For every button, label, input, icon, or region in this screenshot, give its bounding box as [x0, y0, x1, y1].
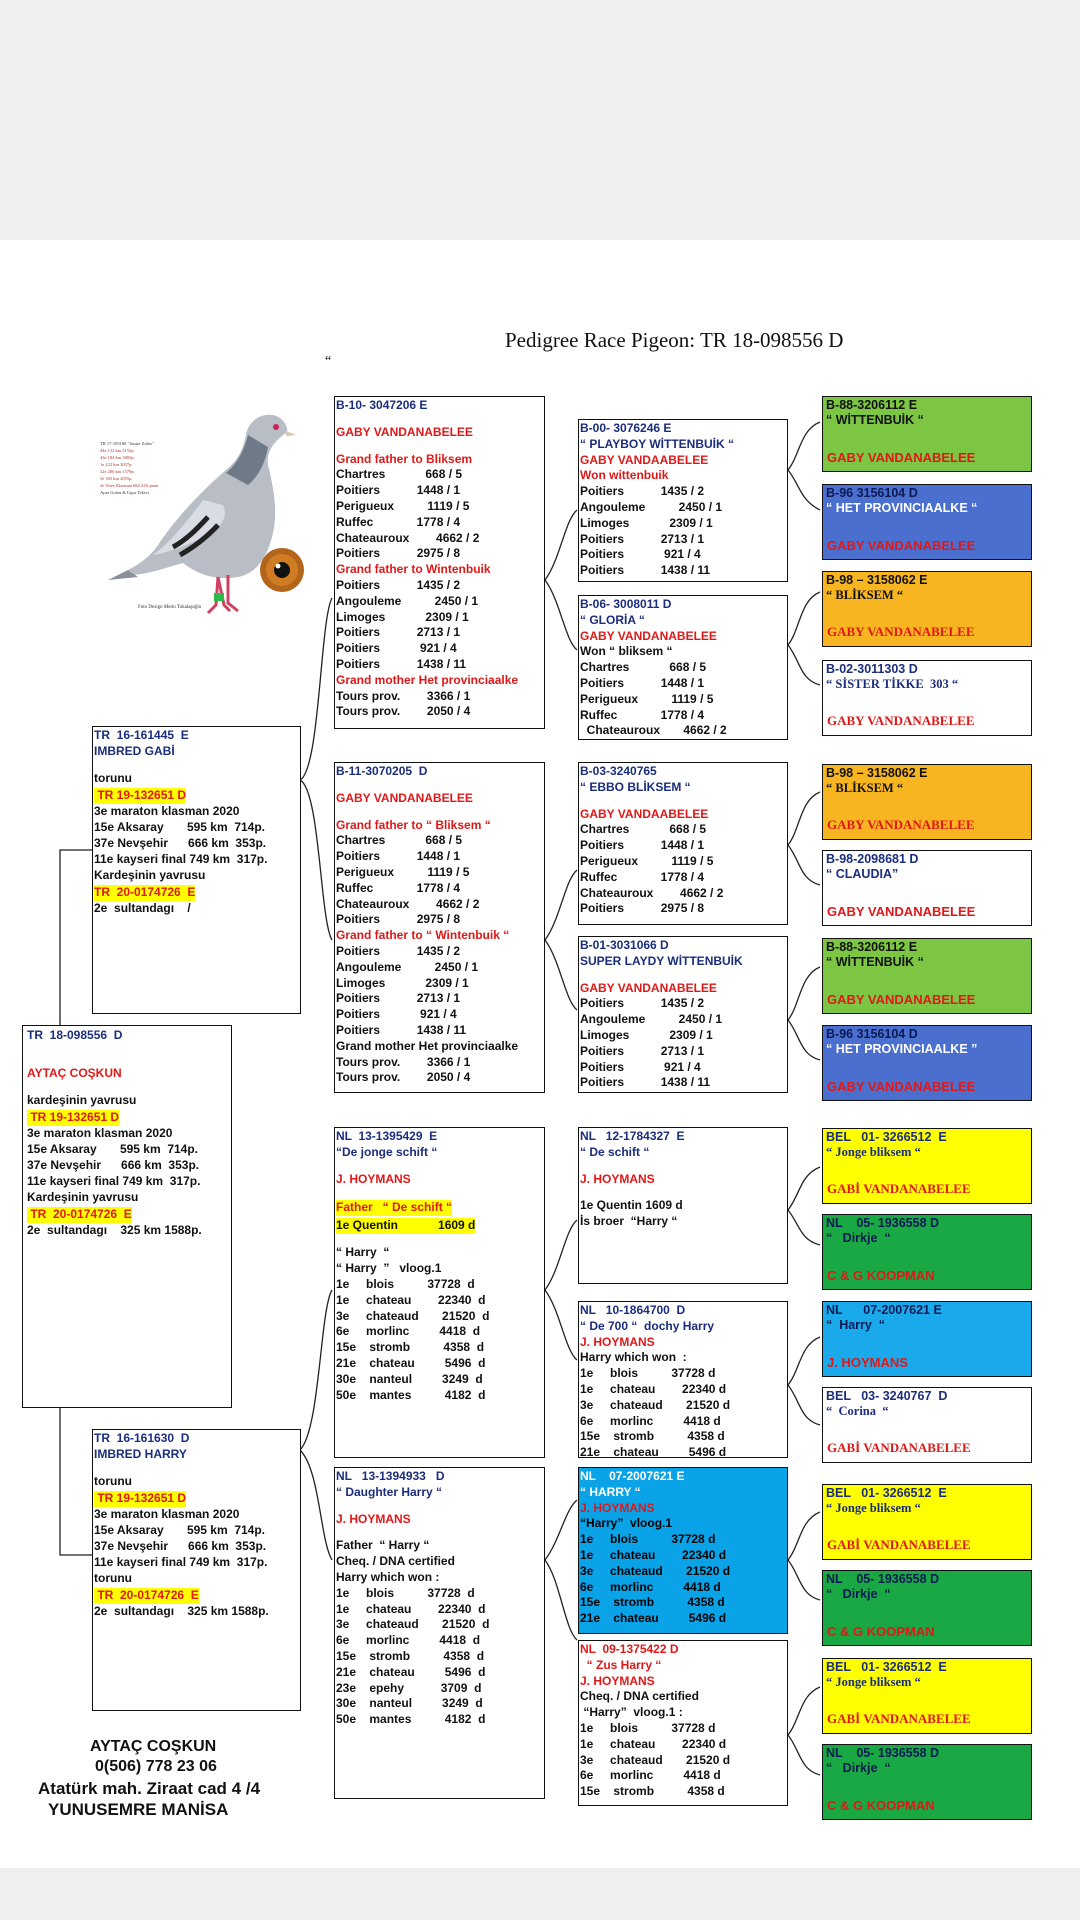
pedigree-line: 6e morlinc 4418 d [580, 1579, 721, 1594]
pedigree-line: Chateauroux 4662 / 2 [336, 530, 480, 545]
pedigree-line: Limoges 2309 / 1 [336, 609, 469, 624]
pedigree-line: 11e kayseri final 749 km 317p. [94, 1554, 268, 1569]
ancestor-box [822, 1744, 1032, 1820]
dam-box [92, 1429, 301, 1711]
pedigree-line: Tours prov. 2050 / 4 [336, 704, 471, 719]
photo-inset-line: TR 17-105188 "Junior Zulus" [100, 441, 154, 446]
pedigree-line: Poitiers 2975 / 8 [580, 901, 705, 916]
photo-inset-line: 2e Vitez Klasman 684 AOi puan [100, 483, 159, 488]
ancestor-ring: B-88-3206112 E [826, 940, 918, 954]
pedigree-line: GABY VANDANABELEE [336, 790, 473, 805]
pedigree-line: Poitiers 1435 / 2 [580, 996, 705, 1011]
ancestor-box [822, 1484, 1032, 1560]
pedigree-line: NL 10-1864700 D [580, 1303, 686, 1317]
pedigree-line: 11e kayseri final 749 km 317p. [27, 1173, 201, 1188]
pedigree-line: Ruffec 1778 / 4 [580, 707, 705, 722]
pedigree-line: Won wittenbuik [580, 468, 669, 483]
pedigree-line: TR 18-098556 D [27, 1028, 123, 1042]
pedigree-line: “ De schift “ [580, 1144, 650, 1159]
pedigree-line: GABY VANDAABELEE [580, 452, 709, 467]
ancestor-ring: BEL 01- 3266512 E [826, 1486, 947, 1500]
pedigree-line: kardeşinin yavrusu [27, 1092, 137, 1107]
pedigree-line: 15e stromb 4358 d [580, 1429, 725, 1444]
great-grandparent-box-7 [578, 1467, 788, 1634]
pedigree-line: J. HOYMANS [580, 1500, 655, 1515]
pedigree-line: AYTAÇ COŞKUN [27, 1065, 122, 1080]
pedigree-line: Chateauroux 4662 / 2 [580, 723, 727, 738]
owner-phone: 0(506) 778 23 06 [95, 1758, 217, 1775]
ancestor-ring: B-98-2098681 D [826, 852, 919, 866]
pedigree-line: NL 13-1394933 D [336, 1469, 445, 1483]
owner-name: AYTAÇ COŞKUN [90, 1738, 217, 1755]
ancestor-box [822, 660, 1032, 736]
owner-address-line-1: Atatürk mah. Ziraat cad 4 /4 [38, 1779, 261, 1798]
ancestor-box [822, 1570, 1032, 1646]
pedigree-line: Angouleme 2450 / 1 [580, 1012, 723, 1027]
pedigree-line: Poitiers 1438 / 11 [580, 563, 711, 578]
pedigree-line [580, 1187, 786, 1198]
pedigree-line: Limoges 2309 / 1 [336, 975, 469, 990]
ancestor-box [822, 1025, 1032, 1101]
pedigree-line: torunu [94, 1570, 132, 1585]
grandparent-box-1 [334, 396, 545, 729]
ancestor-breeder: GABY VANDANABELEE [827, 624, 975, 639]
pedigree-line: TR 20-0174726 E [94, 1588, 199, 1603]
pedigree-line [94, 1463, 299, 1474]
pedigree-line: NL 13-1395429 E [336, 1129, 438, 1143]
pedigree-line: Poitiers 921 / 4 [580, 1059, 701, 1074]
pedigree-line: NL 12-1784327 E [580, 1129, 685, 1143]
pedigree-line: 21e chateau 5496 d [580, 1445, 727, 1458]
ancestor-breeder: C & G KOOPMAN [827, 1624, 935, 1639]
ancestor-name: “ Dirkje “ [826, 1231, 891, 1245]
pedigree-line: Chateauroux 4662 / 2 [580, 885, 724, 900]
pedigree-line: Poitiers 1438 / 11 [336, 656, 467, 671]
pedigree-line: 15e stromb 4358 d [580, 1595, 725, 1610]
pedigree-line: Cheq. / DNA certified [336, 1554, 455, 1569]
pedigree-line: 3e maraton klasman 2020 [94, 1507, 240, 1522]
pedigree-line [336, 780, 543, 791]
ancestor-box [822, 1658, 1032, 1734]
pedigree-line: Perigueux 1119 / 5 [580, 853, 714, 868]
pedigree-line: 1e chateau 22340 d [580, 1736, 727, 1751]
great-grandparent-box-8 [578, 1640, 788, 1806]
pedigree-line: Angouleme 2450 / 1 [336, 959, 479, 974]
pedigree-line: 3e chateaud 21520 d [580, 1752, 731, 1767]
ancestor-ring: B-88-3206112 E [826, 398, 918, 412]
pedigree-line: Perigueux 1119 / 5 [336, 498, 470, 513]
pigeon-image [98, 405, 318, 630]
pedigree-line: J. HOYMANS [580, 1334, 655, 1349]
pedigree-line [336, 1161, 543, 1172]
pedigree-line [336, 807, 543, 818]
great-grandparent-box-5 [578, 1127, 788, 1284]
pedigree-line: Chartres 668 / 5 [336, 833, 463, 848]
pedigree-line: Perigueux 1119 / 5 [580, 691, 714, 706]
grandparent-box-2 [334, 762, 545, 1093]
pedigree-line: “ GLORİA “ [580, 612, 645, 627]
pedigree-line: GABY VANDANABELEE [580, 980, 717, 995]
ancestor-box [822, 1387, 1032, 1463]
ancestor-name: “ WİTTENBUİK “ [826, 955, 924, 969]
owner-address-line-2: YUNUSEMRE MANİSA [48, 1800, 229, 1819]
ancestor-name: “ Jonge bliksem “ [826, 1145, 921, 1159]
ancestor-breeder: GABY VANDANABELEE [827, 1079, 976, 1094]
pedigree-line [94, 760, 299, 771]
ancestor-breeder: J. HOYMANS [827, 1355, 908, 1370]
photo-inset-line: 44e 132 km 5152p. [100, 448, 135, 453]
ancestor-ring: B-96 3156104 D [826, 1027, 918, 1041]
ancestor-ring: B-98 – 3158062 E [826, 766, 928, 780]
pedigree-line: Chartres 668 / 5 [580, 660, 707, 675]
ancestor-breeder: GABİ VANDANABELEE [827, 1181, 971, 1196]
great-grandparent-box-3 [578, 762, 788, 925]
pedigree-line: Kardeşinin yavrusu [94, 867, 206, 882]
pedigree-line: NL 09-1375422 D [580, 1642, 679, 1656]
ancestor-name: “ Dirkje “ [826, 1761, 891, 1775]
ancestor-box [822, 1301, 1032, 1377]
pedigree-line: Ruffec 1778 / 4 [580, 869, 705, 884]
pedigree-line: TR 19-132651 D [27, 1110, 120, 1125]
pedigree-line: Tours prov. 3366 / 1 [336, 1054, 471, 1069]
ancestor-box [822, 850, 1032, 926]
pedigree-line: 21e chateau 5496 d [580, 1611, 727, 1626]
pedigree-line: Poitiers 1438 / 11 [580, 1075, 711, 1090]
pedigree-line: B-06- 3008011 D [580, 597, 672, 611]
pedigree-line: Won “ bliksem “ [580, 644, 673, 659]
pedigree-line: Poitiers 2713 / 1 [336, 625, 461, 640]
ancestor-breeder: GABİ VANDANABELEE [827, 1537, 971, 1552]
pedigree-line: Poitiers 1435 / 2 [580, 484, 705, 499]
great-grandparent-box-4 [578, 936, 788, 1093]
pedigree-line [580, 970, 786, 981]
pedigree-line: TR 20-0174726 E [94, 885, 196, 900]
pedigree-line: B-03-3240765 [580, 764, 657, 778]
ancestor-ring: NL 05- 1936558 D [826, 1572, 940, 1586]
ancestor-breeder: GABY VANDANABELEE [827, 992, 976, 1007]
pedigree-line: Poitiers 921 / 4 [336, 1007, 457, 1022]
pedigree-line: Ruffec 1778 / 4 [336, 880, 461, 895]
pedigree-line: “ Zus Harry “ [580, 1657, 662, 1672]
pedigree-line: 1e blois 37728 d [580, 1532, 716, 1547]
ancestor-ring: NL 05- 1936558 D [826, 1216, 940, 1230]
pedigree-line: B-10- 3047206 E [336, 398, 428, 412]
pedigree-line: Poitiers 2975 / 8 [336, 912, 461, 927]
pedigree-line: 1e chateau 22340 d [580, 1381, 727, 1396]
pedigree-line: Poitiers 2975 / 8 [336, 546, 461, 561]
pedigree-line: 1e chateau 22340 d [580, 1547, 727, 1562]
pigeon-photo [98, 405, 318, 630]
pedigree-line: 2e sultandagı 325 km 1588p. [94, 1604, 269, 1619]
pedigree-line: GABY VANDAABELEE [580, 806, 709, 821]
great-grandparent-box-6 [578, 1301, 788, 1458]
pedigree-line: 21e chateau 5496 d [336, 1355, 486, 1370]
pedigree-line: Harry which won : [580, 1350, 687, 1365]
pedigree-line: Grand mother Het provinciaalke [336, 1038, 519, 1053]
pedigree-line: “De jonge schift “ [336, 1144, 438, 1159]
pedigree-line: Harry which won : [336, 1569, 440, 1584]
stray-quote-mark: “ [325, 354, 332, 369]
pedigree-line: Grand father to “ Bliksem “ [336, 817, 491, 832]
pedigree-line: Tours prov. 2050 / 4 [336, 1070, 471, 1085]
pedigree-line: 30e nanteul 3249 d [336, 1371, 483, 1386]
ancestor-name: “ WİTTENBUİK “ [826, 413, 924, 427]
ancestor-name: “ BLİKSEM “ [826, 781, 904, 795]
pedigree-line: 15e Aksaray 595 km 714p. [94, 820, 266, 835]
pedigree-line: 1e chateau 22340 d [336, 1292, 486, 1307]
ancestor-breeder: C & G KOOPMAN [827, 1268, 935, 1283]
pedigree-line [336, 414, 543, 425]
pedigree-line [336, 1501, 543, 1512]
pedigree-line: 15e Aksaray 595 km 714p. [27, 1142, 199, 1157]
pedigree-line: İs broer “Harry “ [580, 1214, 678, 1229]
pedigree-line: Poitiers 2713 / 1 [336, 991, 461, 1006]
pedigree-line: 6e morlinc 4418 d [336, 1633, 481, 1648]
ancestor-ring: BEL 01- 3266512 E [826, 1130, 947, 1144]
ancestor-name: “ Jonge bliksem “ [826, 1501, 921, 1515]
pedigree-line: torunu [94, 770, 132, 785]
main-pigeon-box [22, 1025, 232, 1408]
ancestor-ring: BEL 03- 3240767 D [826, 1389, 948, 1403]
pedigree-line: 3e chateaud 21520 d [336, 1617, 490, 1632]
ancestor-breeder: GABY VANDANABELEE [827, 817, 975, 832]
photo-inset-line: Ayaz Golen & Ugur Tekeci [100, 490, 150, 495]
ancestor-breeder: GABY VANDANABELEE [827, 538, 976, 553]
pedigree-line: “ EBBO BLİKSEM “ [580, 779, 691, 794]
ancestor-name: “ Dirkje “ [826, 1587, 891, 1601]
pedigree-line: 1e Quentin 1609 d [336, 1218, 476, 1233]
pedigree-line: Poitiers 1438 / 11 [336, 1022, 467, 1037]
ancestor-ring: B-96 3156104 D [826, 486, 918, 500]
pedigree-line: Ruffec 1778 / 4 [336, 514, 461, 529]
pedigree-line: 37e Nevşehir 666 km 353p. [94, 835, 267, 850]
ancestor-name: “ SİSTER TİKKE 303 “ [826, 677, 959, 691]
pedigree-line: TR 19-132651 D [94, 788, 187, 803]
pedigree-line: Father “ De schift “ [336, 1200, 453, 1215]
pedigree-line: 37e Nevşehir 666 km 353p. [27, 1157, 200, 1172]
pedigree-line: “ Daughter Harry “ [336, 1484, 443, 1499]
pedigree-line: 23e epehy 3709 d [336, 1680, 482, 1695]
ancestor-name: “ BLİKSEM “ [826, 588, 904, 602]
pedigree-line: TR 20-0174726 E [27, 1207, 132, 1222]
pedigree-line: 15e stromb 4358 d [336, 1340, 485, 1355]
pedigree-line [580, 796, 786, 807]
pedigree-line: Limoges 2309 / 1 [580, 1027, 713, 1042]
pedigree-line: 3e chateaud 21520 d [580, 1563, 731, 1578]
pedigree-line: 3e maraton klasman 2020 [27, 1126, 173, 1141]
pedigree-line: 11e kayseri final 749 km 317p. [94, 851, 268, 866]
pedigree-line [336, 441, 543, 452]
ancestor-ring: BEL 01- 3266512 E [826, 1660, 947, 1674]
pedigree-line: Limoges 2309 / 1 [580, 515, 713, 530]
ancestor-box [822, 938, 1032, 1014]
pedigree-line: “ Harry ” vloog.1 [336, 1261, 442, 1276]
pedigree-line: GABY VANDANABELEE [336, 424, 473, 439]
ancestor-breeder: GABY VANDANABELEE [827, 713, 975, 728]
ancestor-box [822, 396, 1032, 472]
pedigree-line: Tours prov. 3366 / 1 [336, 688, 471, 703]
ancestor-name: “ Corina “ [826, 1404, 889, 1418]
ancestor-breeder: C & G KOOPMAN [827, 1798, 935, 1813]
pedigree-line: Chateauroux 4662 / 2 [336, 896, 480, 911]
ancestor-box [822, 764, 1032, 840]
pedigree-line: B-11-3070205 D [336, 764, 428, 778]
pedigree-line: 37e Nevşehir 666 km 353p. [94, 1538, 267, 1553]
pedigree-line: Poitiers 1448 / 1 [580, 675, 705, 690]
pedigree-line: TR 16-161445 E [94, 728, 189, 742]
pedigree-line: TR 16-161630 D [94, 1431, 190, 1445]
pedigree-line: 1e chateau 22340 d [336, 1601, 486, 1616]
ancestor-ring: NL 05- 1936558 D [826, 1746, 940, 1760]
pedigree-line [336, 1234, 543, 1245]
pedigree-line: IMBRED GABİ [94, 743, 175, 758]
ancestor-box [822, 1214, 1032, 1290]
pedigree-line: J. HOYMANS [336, 1511, 411, 1526]
pedigree-line: 2e sultandagı / [94, 901, 191, 916]
pedigree-line: Poitiers 2713 / 1 [580, 531, 705, 546]
pedigree-line: torunu [94, 1473, 132, 1488]
pedigree-line [336, 1187, 543, 1198]
pedigree-line: J. HOYMANS [336, 1171, 411, 1186]
pedigree-line: J. HOYMANS [580, 1171, 655, 1186]
photo-inset-line: 1e 222 km 3037p. [100, 462, 133, 467]
pedigree-line: Poitiers 1448 / 1 [336, 483, 461, 498]
pedigree-line: 1e blois 37728 d [336, 1585, 475, 1600]
pedigree-line: 15e stromb 4358 d [580, 1784, 725, 1799]
pedigree-line: 6e morlinc 4418 d [580, 1413, 721, 1428]
pedigree-line: 6e morlinc 4418 d [336, 1324, 481, 1339]
ancestor-ring: B-98 – 3158062 E [826, 573, 928, 587]
pedigree-line: Grand father to Bliksem [336, 451, 473, 466]
pedigree-line: 6e morlinc 4418 d [580, 1768, 721, 1783]
pedigree-line: Poitiers 1448 / 1 [580, 838, 705, 853]
pedigree-line: Kardeşinin yavrusu [27, 1189, 139, 1204]
pedigree-line [336, 1527, 543, 1538]
pedigree-line: Angouleme 2450 / 1 [336, 593, 479, 608]
pedigree-line: 30e nanteul 3249 d [336, 1696, 483, 1711]
pedigree-line: Poitiers 1448 / 1 [336, 849, 461, 864]
ancestor-ring: B-02-3011303 D [826, 662, 918, 676]
pedigree-line [27, 1055, 227, 1066]
pedigree-line: SUPER LAYDY WİTTENBUİK [580, 953, 743, 968]
ancestor-box [822, 484, 1032, 560]
pedigree-line: Poitiers 921 / 4 [580, 547, 701, 562]
photo-inset-line: 43e 184 km 3002p. [100, 455, 135, 460]
pedigree-line: IMBRED HARRY [94, 1446, 187, 1461]
pedigree-line: 3e chateaud 21520 d [336, 1308, 490, 1323]
pedigree-line: Poitiers 1435 / 2 [336, 943, 461, 958]
pedigree-line: “ PLAYBOY WİTTENBUİK “ [580, 436, 735, 451]
pedigree-title: Pedigree Race Pigeon: TR 18-098556 D [505, 328, 844, 352]
pedigree-line: Poitiers 921 / 4 [336, 641, 457, 656]
pedigree-line: Perigueux 1119 / 5 [336, 864, 470, 879]
pedigree-line: Poitiers 2713 / 1 [580, 1043, 705, 1058]
ancestor-breeder: GABY VANDANABELEE [827, 450, 976, 465]
ancestor-breeder: GABİ VANDANABELEE [827, 1711, 971, 1726]
pedigree-line: TR 19-132651 D [94, 1491, 187, 1506]
ancestor-name: “ HET PROVINCIAALKE “ [826, 501, 978, 515]
pedigree-line [27, 1044, 227, 1055]
pedigree-line: Grand father to “ Wintenbuik “ [336, 928, 510, 943]
ancestor-name: “ Jonge bliksem “ [826, 1675, 921, 1689]
pedigree-line: 15e Aksaray 595 km 714p. [94, 1523, 266, 1538]
ancestor-breeder: GABY VANDANABELEE [827, 904, 976, 919]
pedigree-line: Cheq. / DNA certified [580, 1689, 699, 1704]
photo-inset-line: 32e 286 km 1579p. [100, 469, 135, 474]
pedigree-line: “Harry” vloog.1 : [580, 1705, 683, 1720]
pedigree-line: 50e mantes 4182 d [336, 1387, 486, 1402]
pedigree-line: 15e stromb 4358 d [336, 1648, 485, 1663]
pedigree-line: 1e blois 37728 d [580, 1720, 716, 1735]
pedigree-line: Angouleme 2450 / 1 [580, 499, 723, 514]
grandparent-box-4 [334, 1467, 545, 1799]
pedigree-line: B-01-3031066 D [580, 938, 669, 952]
great-grandparent-box-2 [578, 595, 788, 740]
pedigree-line: 3e maraton klasman 2020 [94, 804, 240, 819]
pedigree-line: Grand mother Het provinciaalke [336, 672, 519, 687]
pedigree-line: “ De 700 “ dochy Harry [580, 1318, 715, 1333]
ancestor-name: “ Harry “ [826, 1318, 886, 1332]
pedigree-line [580, 1161, 786, 1172]
pedigree-line: NL 07-2007621 E [580, 1469, 685, 1483]
sire-box [92, 726, 301, 1014]
photo-inset-line: 5e 305 km 2055p. [100, 476, 133, 481]
pedigree-line: Chartres 668 / 5 [580, 822, 707, 837]
pedigree-line: Father “ Harry “ [336, 1538, 430, 1553]
pedigree-line [27, 1082, 227, 1093]
pedigree-line: B-00- 3076246 E [580, 421, 672, 435]
pedigree-line: Chartres 668 / 5 [336, 467, 463, 482]
ancestor-box [822, 571, 1032, 647]
ancestor-box [822, 1128, 1032, 1204]
pedigree-line: “ Harry “ [336, 1245, 390, 1260]
pedigree-line: J. HOYMANS [580, 1673, 655, 1688]
pedigree-line: “Harry” vloog.1 [580, 1516, 673, 1531]
pedigree-line: 1e Quentin 1609 d [580, 1198, 683, 1213]
pedigree-line: 1e blois 37728 d [336, 1276, 475, 1291]
ancestor-breeder: GABİ VANDANABELEE [827, 1440, 971, 1455]
pedigree-line: 1e blois 37728 d [580, 1366, 716, 1381]
pedigree-line: “ HARRY “ [580, 1484, 641, 1499]
pedigree-line: Poitiers 1435 / 2 [336, 577, 461, 592]
ancestor-name: “ CLAUDIA” [826, 867, 899, 881]
photo-credit: Foto Design Metin Tokalaşoğlu [138, 605, 202, 610]
ancestor-name: “ HET PROVINCIAALKE ” [826, 1042, 978, 1056]
pedigree-line: GABY VANDANABELEE [580, 628, 717, 643]
pedigree-line: 2e sultandagı 325 km 1588p. [27, 1223, 202, 1238]
pedigree-line: 50e mantes 4182 d [336, 1712, 486, 1727]
ancestor-ring: NL 07-2007621 E [826, 1303, 942, 1317]
great-grandparent-box-1 [578, 419, 788, 582]
grandparent-box-3 [334, 1127, 545, 1458]
pedigree-line: 3e chateaud 21520 d [580, 1397, 731, 1412]
pedigree-line: 21e chateau 5496 d [336, 1664, 486, 1679]
pedigree-line: Grand father to Wintenbuik [336, 562, 491, 577]
